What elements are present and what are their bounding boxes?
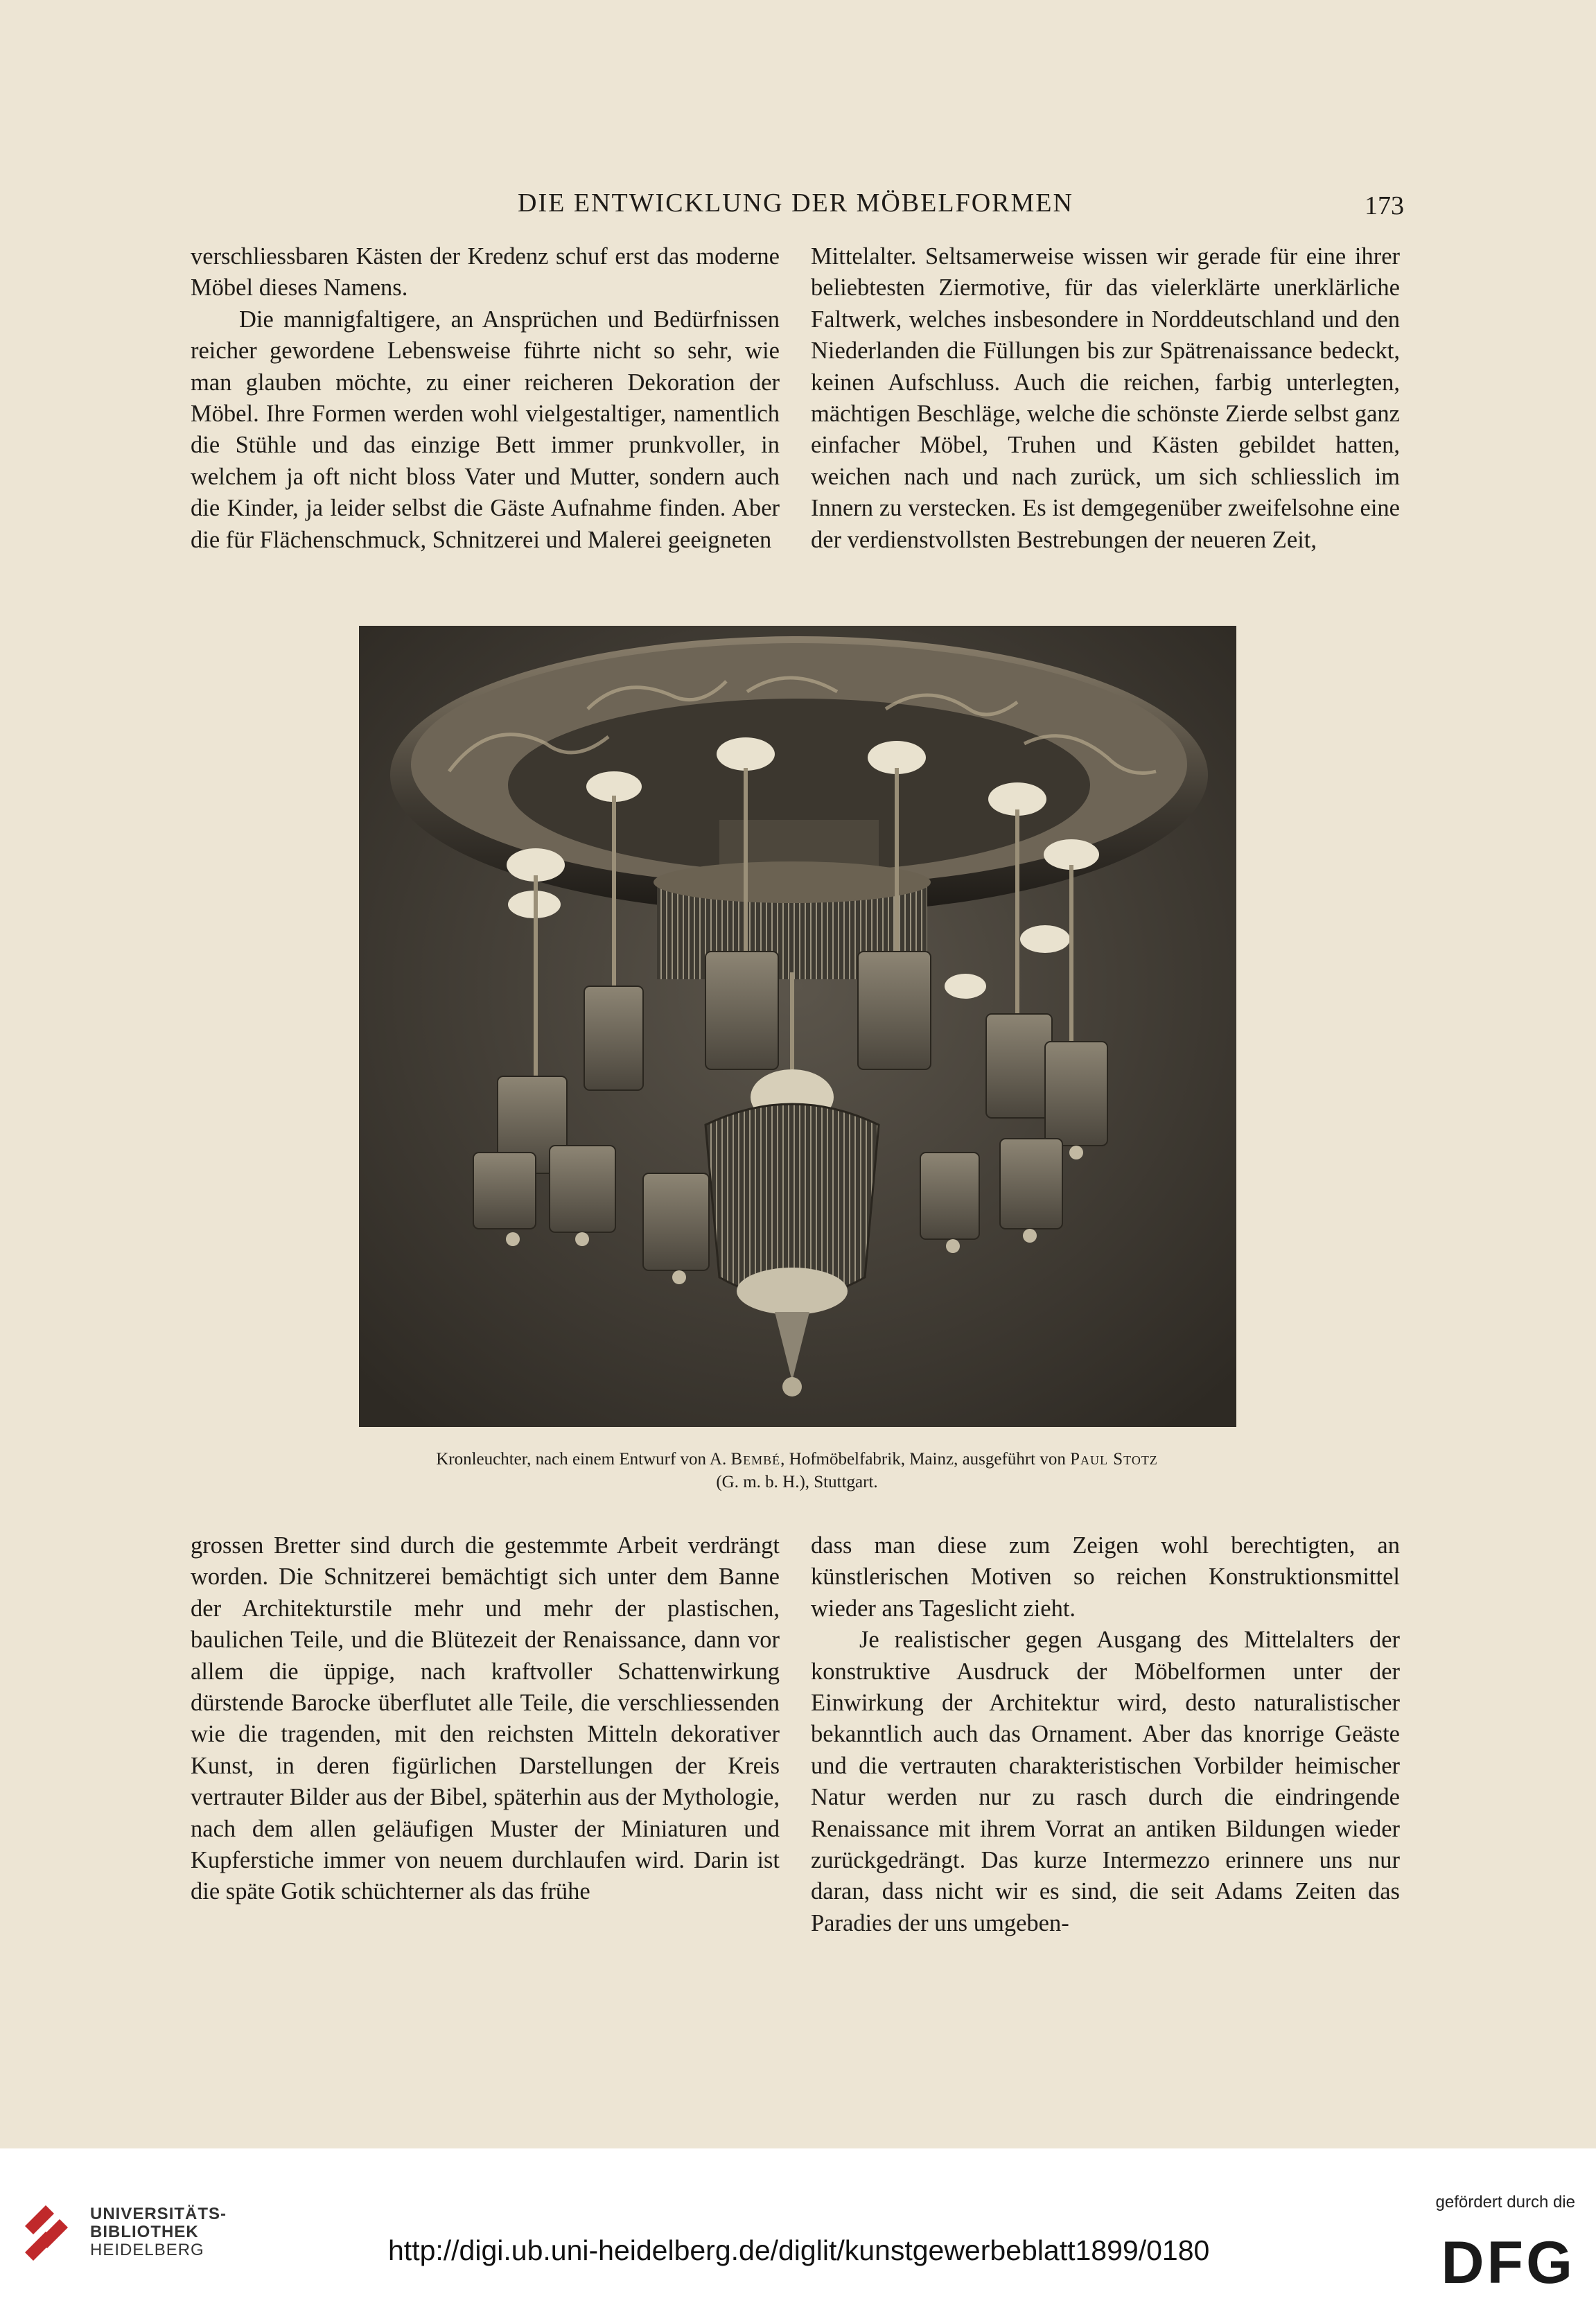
paragraph: Mittelalter. Seltsamerweise wissen wir gerade für eine ihrer beliebtesten Ziermotive, für das vielerklärte unerklärliche Faltwerk, welches insbesondere in Norddeutschland und den Niederlanden die Füllungen bis zur Spätrenaissance bedeckt, keinen Aufschluss. Auch die reichen, farbig unterlegten, mächtigen Beschläge, welche die schönste Zierde selbst ganz einfacher Möbel, Truhen und Kästen gebildet hatten, weichen nach und nach zurück, um sich schliesslich im Innern zu verstecken. Es ist demgegenüber zweifelsohne eine der verdienstvollsten Bestrebungen der neueren Zeit, — [811, 243, 1400, 553]
running-header — [187, 186, 1404, 220]
caption-prefix: Kronleuchter, nach einem Entwurf von A. — [436, 1450, 727, 1469]
dfg-logo: DFG — [1441, 2230, 1575, 2296]
university-library-logo-icon — [18, 2198, 85, 2265]
paragraph: grossen Bretter sind durch die gestemmte Arbeit verdrängt worden. Die Schnitzerei bemächtigt sich unter dem Banne der Architekturstile mehr und mehr der plastischen, baulichen Teile, und die Blütezeit der Renaissance, dann vor allem die üppige, nach kraftvoller Schattenwirkung dürstende Barocke überflutet alle Teile, die verschliessenden wie die tragenden, mit den reichsten Mitteln dekorativer Kunst, in deren figürlichen Darstellungen der Kreis vertrauter Bilder aus der Bibel, späterhin aus der Mythologie, nach dem allen geläufigen Muster der Miniaturen und Kupferstiche immer von neuem durchlaufen wird. Darin ist die späte Gotik schüchterner als das frühe — [191, 1532, 780, 1905]
page-number: 173 — [1365, 191, 1404, 220]
running-title: DIE ENTWICKLUNG DER MÖBELFORMEN — [518, 189, 1073, 218]
library-line-3: HEIDELBERG — [90, 2241, 204, 2259]
funding-note: gefördert durch die — [1435, 2193, 1575, 2212]
library-name — [90, 2205, 227, 2259]
figure-caption — [298, 1448, 1296, 1494]
paragraph: Die mannigfaltigere, an Ansprüchen und Bedürfnissen reicher gewordene Lebensweise führte nicht so sehr, wie man glauben möchte, zu einer reicheren Dekoration der Möbel. Ihre Formen werden wohl vielgestaltiger, namentlich die Stühle und das einzige Bett immer prunkvoller, in welchem ja oft nicht bloss Vater und Mutter, sondern auch die Kinder, ja leider selbst die Gäste Aufnahme finden. Aber die für Flächenschmuck, Schnitzerei und Malerei geeigneten — [191, 306, 780, 553]
column-bottom-right — [811, 1530, 1400, 1939]
column-top-right — [811, 241, 1400, 556]
permalink-url[interactable]: http://digi.ub.uni-heidelberg.de/diglit/kunstgewerbeblatt1899/0180 — [388, 2234, 1210, 2266]
paragraph: verschliessbaren Kästen der Kredenz schuf erst das moderne Möbel dieses Namens. — [191, 243, 780, 301]
library-line-1: UNIVERSITÄTS- — [90, 2205, 227, 2223]
paragraph: Je realistischer gegen Ausgang des Mittelalters der konstruktive Ausdruck der Möbelformen unter der Einwirkung der Architektur wird, desto naturalistischer bekanntlich auch das Ornament. Aber das knorrige Geäste und die vertrauten charakteristischen Vorbilder heimischer Natur werden nur zu rasch durch die eindringende Renaissance mit ihrem Vorrat an antiken Bildungen wieder zurückgedrängt. Das kurze Intermezzo erinnere uns nur daran, dass nicht wir es sind, die seit Adams Zeiten das Paradies der uns umgeben- — [811, 1627, 1400, 1936]
caption-designer: Bembé — [730, 1450, 781, 1469]
paragraph: dass man diese zum Zeigen wohl berechtigten, an künstlerischen Motiven so reichen Konstruktionsmittel wieder ans Tageslicht zieht. — [811, 1532, 1400, 1622]
caption-suffix: (G. m. b. H.), Stuttgart. — [716, 1473, 878, 1491]
chandelier-photograph — [359, 626, 1236, 1427]
caption-maker: Paul Stotz — [1070, 1450, 1158, 1469]
caption-middle: , Hofmöbelfabrik, Mainz, ausgeführt von — [780, 1450, 1066, 1469]
column-top-left — [191, 241, 780, 556]
column-bottom-left — [191, 1530, 780, 1908]
library-line-2: BIBLIOTHEK — [90, 2223, 199, 2241]
digitization-footer — [0, 2148, 1596, 2303]
